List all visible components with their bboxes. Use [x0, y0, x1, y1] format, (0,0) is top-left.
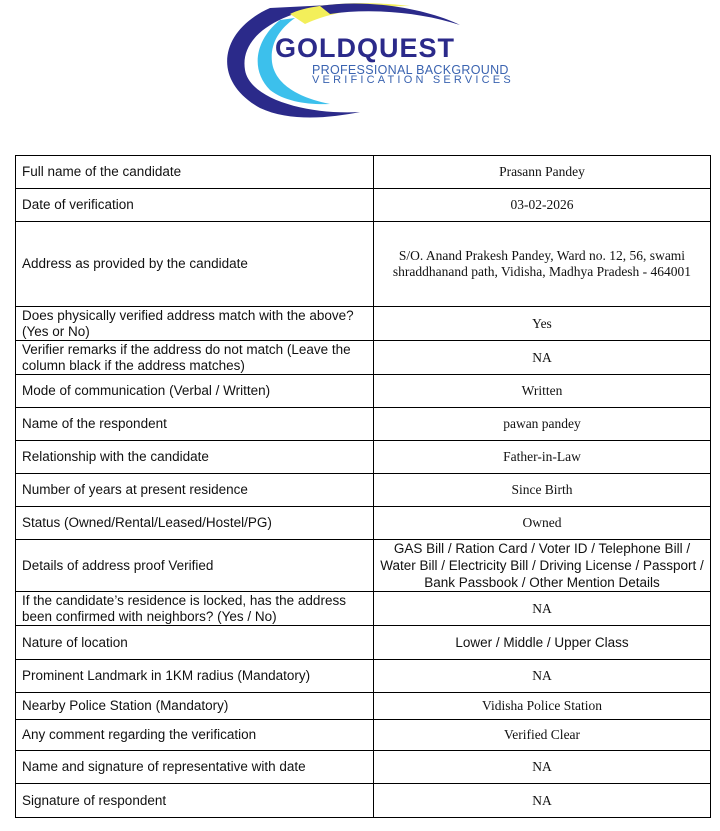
row-value: Since Birth — [374, 474, 711, 507]
row-value: pawan pandey — [374, 408, 711, 441]
row-label: Nearby Police Station (Mandatory) — [16, 693, 374, 720]
table-row — [16, 540, 711, 592]
goldquest-logo: GOLDQUEST PROFESSIONAL BACKGROUND VERIFICATION SERVICES — [210, 0, 520, 118]
row-label: Does physically verified address match with the above? (Yes or No) — [16, 307, 374, 341]
row-label: Name of the respondent — [16, 408, 374, 441]
row-value: Verified Clear — [374, 720, 711, 751]
row-value: NA — [374, 751, 711, 784]
row-value: Prasann Pandey — [374, 156, 711, 189]
row-label: Status (Owned/Rental/Leased/Hostel/PG) — [16, 507, 374, 540]
row-label: Verifier remarks if the address do not match (Leave the column black if the address matches) — [16, 341, 374, 375]
table-row — [16, 507, 711, 540]
row-value: Owned — [374, 507, 711, 540]
table-row — [16, 474, 711, 507]
row-value: GAS Bill / Ration Card / Voter ID / Telephone Bill / Water Bill / Electricity Bill / Driving License / Passport / Bank Passbook / Other Mention Details — [374, 540, 711, 592]
row-label: Address as provided by the candidate — [16, 222, 374, 307]
row-label: Nature of location — [16, 626, 374, 660]
row-value: Written — [374, 375, 711, 408]
row-value: NA — [374, 341, 711, 375]
row-value: NA — [374, 592, 711, 626]
row-label: Name and signature of representative with date — [16, 751, 374, 784]
table-row — [16, 626, 711, 660]
table-row — [16, 441, 711, 474]
row-label: If the candidate’s residence is locked, has the address been confirmed with neighbors? (Yes / No) — [16, 592, 374, 626]
table-row — [16, 189, 711, 222]
row-value: Father-in-Law — [374, 441, 711, 474]
row-value: Vidisha Police Station — [374, 693, 711, 720]
row-label: Relationship with the candidate — [16, 441, 374, 474]
verification-table — [15, 155, 711, 818]
row-label: Signature of respondent — [16, 784, 374, 818]
row-label: Full name of the candidate — [16, 156, 374, 189]
table-row — [16, 375, 711, 408]
row-label: Number of years at present residence — [16, 474, 374, 507]
row-value: Yes — [374, 307, 711, 341]
table-row — [16, 222, 711, 307]
row-value: NA — [374, 784, 711, 818]
row-value: NA — [374, 660, 711, 693]
table-row — [16, 156, 711, 189]
table-row — [16, 693, 711, 720]
table-row — [16, 592, 711, 626]
table-row — [16, 751, 711, 784]
table-row — [16, 408, 711, 441]
table-row — [16, 341, 711, 375]
row-label: Prominent Landmark in 1KM radius (Mandatory) — [16, 660, 374, 693]
row-value: S/O. Anand Prakesh Pandey, Ward no. 12, 56, swami shraddhanand path, Vidisha, Madhya Pradesh - 464001 — [374, 222, 711, 307]
row-label: Date of verification — [16, 189, 374, 222]
table-row — [16, 784, 711, 818]
table-row — [16, 307, 711, 341]
row-value: Lower / Middle / Upper Class — [374, 626, 711, 660]
table-row — [16, 660, 711, 693]
table-row — [16, 720, 711, 751]
row-value: 03-02-2026 — [374, 189, 711, 222]
row-label: Details of address proof Verified — [16, 540, 374, 592]
row-label: Mode of communication (Verbal / Written) — [16, 375, 374, 408]
row-label: Any comment regarding the verification — [16, 720, 374, 751]
